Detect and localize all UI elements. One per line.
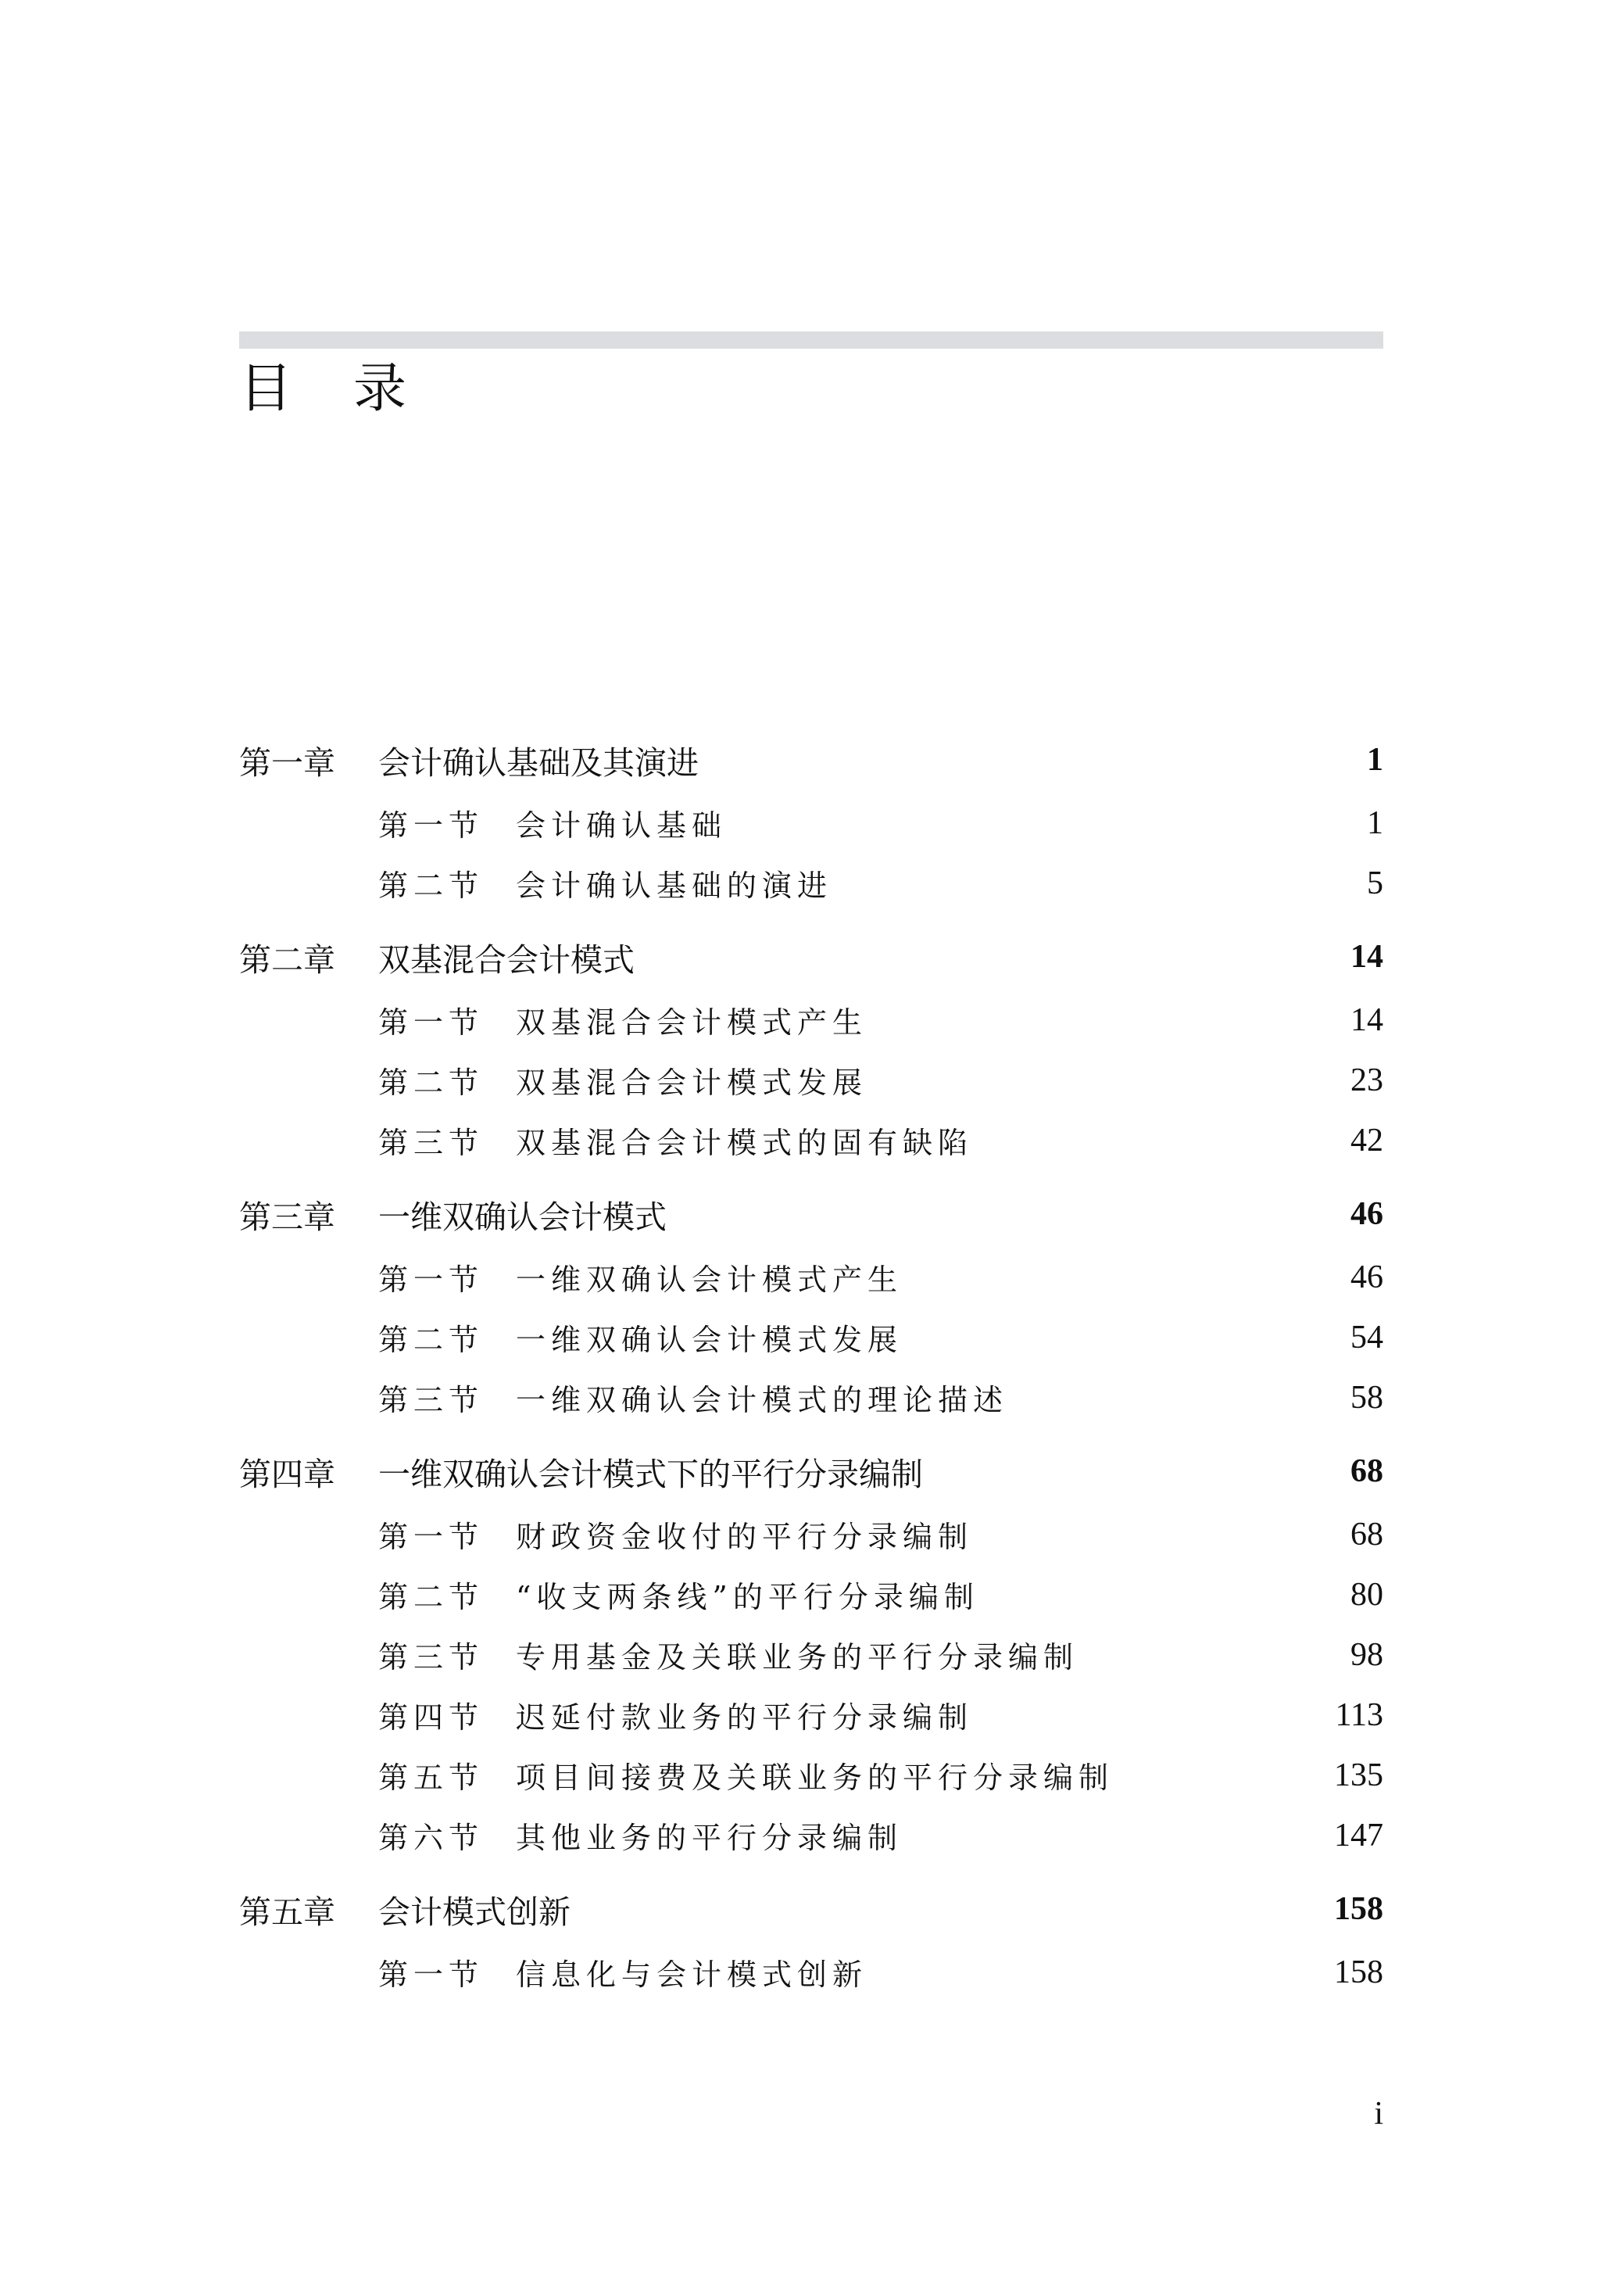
section-number: 第一节 bbox=[378, 1005, 485, 1040]
section-page-number: 113 bbox=[1335, 1696, 1383, 1733]
page-title: 目录 bbox=[239, 358, 468, 420]
chapter-page-number: 14 bbox=[1350, 939, 1383, 975]
section-entry[interactable] bbox=[239, 1050, 1383, 1110]
section-number: 第五节 bbox=[378, 1761, 485, 1795]
section-entry[interactable] bbox=[239, 990, 1383, 1050]
toc-chapter-4 bbox=[239, 1438, 1383, 1865]
section-number: 第一节 bbox=[378, 1263, 485, 1297]
chapter-entry[interactable] bbox=[239, 727, 1383, 793]
section-title: 迟延付款业务的平行分录编制 bbox=[516, 1700, 974, 1735]
section-entry[interactable] bbox=[239, 1110, 1383, 1170]
section-page-number: 135 bbox=[1334, 1757, 1383, 1793]
section-page-number: 42 bbox=[1350, 1122, 1383, 1159]
section-entry[interactable] bbox=[239, 1624, 1383, 1685]
table-of-contents bbox=[239, 727, 1383, 2013]
section-title: 一维双确认会计模式的理论描述 bbox=[516, 1383, 1009, 1417]
section-title: 一维双确认会计模式产生 bbox=[516, 1263, 903, 1297]
section-entry[interactable] bbox=[239, 1307, 1383, 1367]
section-entry[interactable] bbox=[239, 1942, 1383, 2002]
section-page-number: 98 bbox=[1350, 1636, 1383, 1673]
toc-chapter-5 bbox=[239, 1876, 1383, 2002]
chapter-entry[interactable] bbox=[239, 924, 1383, 990]
section-title: 信息化与会计模式创新 bbox=[516, 1958, 868, 1992]
section-title: 其他业务的平行分录编制 bbox=[516, 1821, 903, 1855]
section-entry[interactable] bbox=[239, 1805, 1383, 1865]
section-number: 第一节 bbox=[378, 1958, 485, 1992]
section-page-number: 54 bbox=[1350, 1319, 1383, 1356]
section-title: 会计确认基础的演进 bbox=[516, 869, 833, 903]
section-page-number: 5 bbox=[1367, 865, 1383, 901]
section-page-number: 158 bbox=[1334, 1954, 1383, 1990]
chapter-title: 会计确认基础及其演进 bbox=[378, 743, 699, 782]
section-entry[interactable] bbox=[239, 1564, 1383, 1624]
chapter-entry[interactable] bbox=[239, 1876, 1383, 1942]
chapter-number: 第四章 bbox=[239, 1455, 335, 1493]
chapter-page-number: 158 bbox=[1334, 1891, 1383, 1927]
chapter-entry[interactable] bbox=[239, 1181, 1383, 1247]
section-entry[interactable] bbox=[239, 1247, 1383, 1307]
chapter-title: 会计模式创新 bbox=[378, 1893, 571, 1931]
section-page-number: 80 bbox=[1350, 1576, 1383, 1613]
section-title: 财政资金收付的平行分录编制 bbox=[516, 1520, 974, 1554]
toc-chapter-3 bbox=[239, 1181, 1383, 1427]
chapter-entry[interactable] bbox=[239, 1438, 1383, 1504]
section-entry[interactable] bbox=[239, 793, 1383, 853]
section-number: 第三节 bbox=[378, 1126, 485, 1160]
chapter-number: 第三章 bbox=[239, 1198, 335, 1236]
chapter-number: 第五章 bbox=[239, 1893, 335, 1931]
section-number: 第二节 bbox=[378, 1066, 485, 1100]
section-number: 第二节 bbox=[378, 1323, 485, 1357]
section-number: 第四节 bbox=[378, 1700, 485, 1735]
section-number: 第一节 bbox=[378, 1520, 485, 1554]
section-page-number: 1 bbox=[1367, 804, 1383, 841]
chapter-title: 双基混合会计模式 bbox=[378, 940, 635, 979]
section-number: 第一节 bbox=[378, 808, 485, 843]
chapter-page-number: 68 bbox=[1350, 1453, 1383, 1489]
chapter-title: 一维双确认会计模式下的平行分录编制 bbox=[378, 1455, 923, 1493]
section-entry[interactable] bbox=[239, 853, 1383, 913]
section-title: “收支两条线”的平行分录编制 bbox=[516, 1580, 979, 1614]
chapter-title: 一维双确认会计模式 bbox=[378, 1198, 667, 1236]
section-page-number: 147 bbox=[1334, 1817, 1383, 1854]
section-page-number: 46 bbox=[1350, 1259, 1383, 1295]
chapter-page-number: 46 bbox=[1350, 1196, 1383, 1232]
section-title: 一维双确认会计模式发展 bbox=[516, 1323, 903, 1357]
section-title: 会计确认基础 bbox=[516, 808, 728, 843]
section-page-number: 23 bbox=[1350, 1062, 1383, 1098]
section-page-number: 14 bbox=[1350, 1001, 1383, 1038]
section-title: 项目间接费及关联业务的平行分录编制 bbox=[516, 1761, 1114, 1795]
section-title: 双基混合会计模式的固有缺陷 bbox=[516, 1126, 974, 1160]
section-number: 第二节 bbox=[378, 869, 485, 903]
section-title: 专用基金及关联业务的平行分录编制 bbox=[516, 1640, 1079, 1675]
section-entry[interactable] bbox=[239, 1745, 1383, 1805]
section-page-number: 58 bbox=[1350, 1379, 1383, 1416]
chapter-page-number: 1 bbox=[1367, 742, 1383, 778]
toc-chapter-2 bbox=[239, 924, 1383, 1170]
section-title: 双基混合会计模式产生 bbox=[516, 1005, 868, 1040]
section-number: 第三节 bbox=[378, 1383, 485, 1417]
section-page-number: 68 bbox=[1350, 1516, 1383, 1553]
section-entry[interactable] bbox=[239, 1685, 1383, 1745]
page-folio: i bbox=[1374, 2096, 1383, 2132]
section-number: 第二节 bbox=[378, 1580, 485, 1614]
chapter-number: 第二章 bbox=[239, 940, 335, 979]
section-entry[interactable] bbox=[239, 1367, 1383, 1427]
section-number: 第六节 bbox=[378, 1821, 485, 1855]
title-rule bbox=[239, 331, 1383, 349]
section-entry[interactable] bbox=[239, 1504, 1383, 1564]
chapter-number: 第一章 bbox=[239, 743, 335, 782]
section-title: 双基混合会计模式发展 bbox=[516, 1066, 868, 1100]
toc-chapter-1 bbox=[239, 727, 1383, 913]
section-number: 第三节 bbox=[378, 1640, 485, 1675]
